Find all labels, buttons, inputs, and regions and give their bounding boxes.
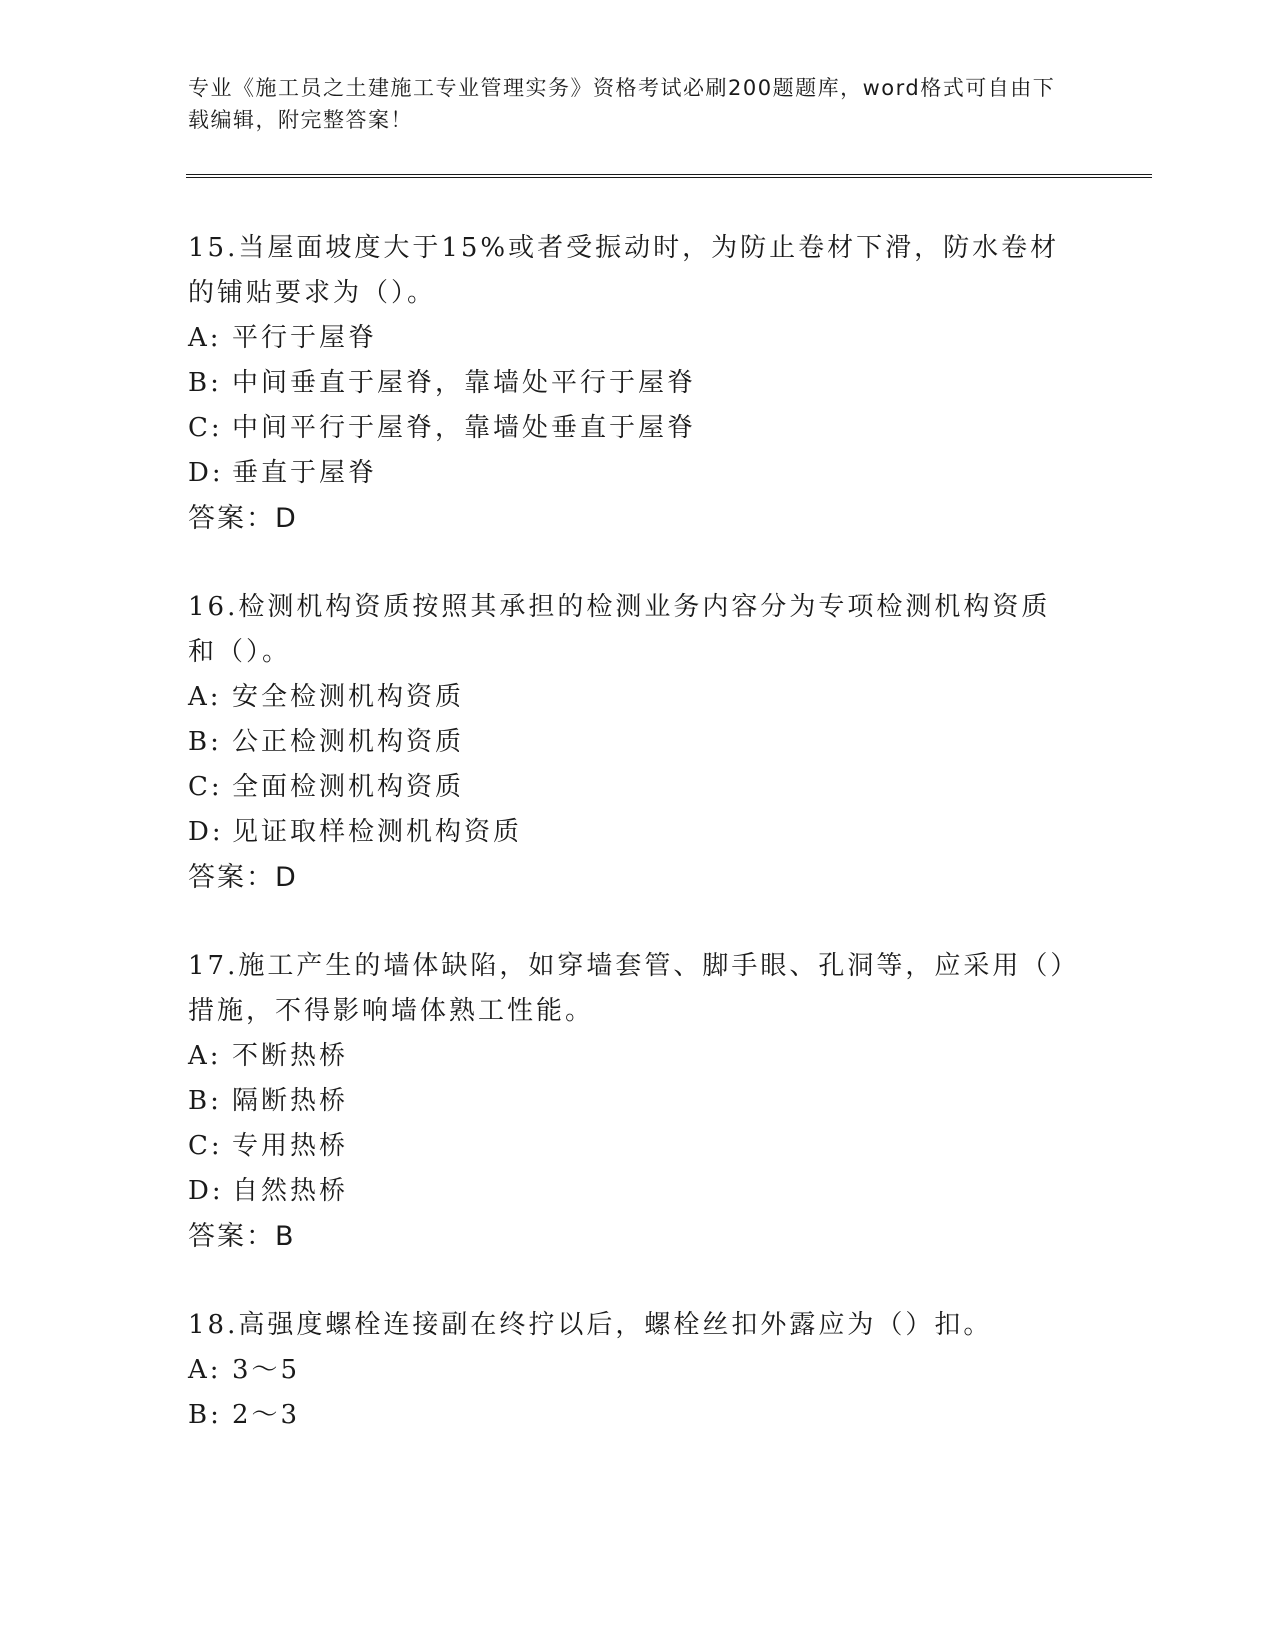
option-d (188, 810, 1148, 855)
question-list (188, 226, 1148, 1438)
option-text: 2～3 (232, 1400, 301, 1430)
option-letter: B: (188, 1400, 222, 1430)
option-text: 公正检测机构资质 (232, 727, 465, 757)
option-letter: B: (188, 727, 222, 757)
option-text: 安全检测机构资质 (232, 682, 465, 712)
option-text: 全面检测机构资质 (232, 772, 465, 802)
question-stem: 18.高强度螺栓连接副在终拧以后，螺栓丝扣外露应为（）扣。 (188, 1310, 993, 1340)
option-d (188, 1169, 1148, 1214)
option-letter: D: (188, 458, 224, 488)
option-d (188, 451, 1148, 496)
option-text: 自然热桥 (232, 1176, 349, 1206)
option-text: 中间垂直于屋脊，靠墙处平行于屋脊 (232, 368, 697, 398)
option-b (188, 361, 1148, 406)
option-text: 专用热桥 (232, 1131, 349, 1161)
option-letter: C: (188, 772, 223, 802)
question-stem: 17.施工产生的墙体缺陷，如穿墙套管、脚手眼、孔洞等，应采用（）措施，不得影响墙体熟工性能。 (188, 951, 1067, 1026)
option-c (188, 1124, 1148, 1169)
option-text: 见证取样检测机构资质 (232, 817, 523, 847)
document-page (188, 72, 1148, 1482)
header-double-rule (186, 174, 1152, 178)
option-a (188, 675, 1148, 720)
option-letter: B: (188, 1086, 222, 1116)
option-text: 3～5 (232, 1355, 301, 1385)
option-a (188, 1348, 1148, 1393)
option-c (188, 406, 1148, 451)
option-letter: C: (188, 413, 223, 443)
option-a (188, 1034, 1148, 1079)
option-b (188, 1393, 1148, 1438)
question-stem: 15.当屋面坡度大于15%或者受振动时，为防止卷材下滑，防水卷材的铺贴要求为（）。 (188, 233, 1060, 308)
option-b (188, 1079, 1148, 1124)
option-text: 中间平行于屋脊，靠墙处垂直于屋脊 (232, 413, 697, 443)
option-letter: B: (188, 368, 222, 398)
page-header-text: 专业《施工员之土建施工专业管理实务》资格考试必刷200题题库，word格式可自由下载编辑，附完整答案！ (188, 76, 1056, 132)
option-text: 平行于屋脊 (232, 323, 378, 353)
option-a (188, 316, 1148, 361)
question-17 (188, 944, 1148, 1259)
question-15 (188, 226, 1148, 541)
option-text: 垂直于屋脊 (232, 458, 378, 488)
answer-line: 答案：B (188, 1221, 296, 1252)
option-letter: D: (188, 817, 224, 847)
option-letter: A: (188, 682, 222, 712)
option-letter: A: (188, 1041, 222, 1071)
option-text: 不断热桥 (232, 1041, 349, 1071)
question-stem: 16.检测机构资质按照其承担的检测业务内容分为专项检测机构资质和（）。 (188, 592, 1051, 667)
option-letter: D: (188, 1176, 224, 1206)
option-letter: C: (188, 1131, 223, 1161)
answer-line: 答案：D (188, 862, 298, 893)
option-c (188, 765, 1148, 810)
answer-line: 答案：D (188, 503, 298, 534)
question-16 (188, 585, 1148, 900)
option-b (188, 720, 1148, 765)
option-letter: A: (188, 323, 222, 353)
option-letter: A: (188, 1355, 222, 1385)
question-18 (188, 1303, 1148, 1438)
option-text: 隔断热桥 (232, 1086, 349, 1116)
